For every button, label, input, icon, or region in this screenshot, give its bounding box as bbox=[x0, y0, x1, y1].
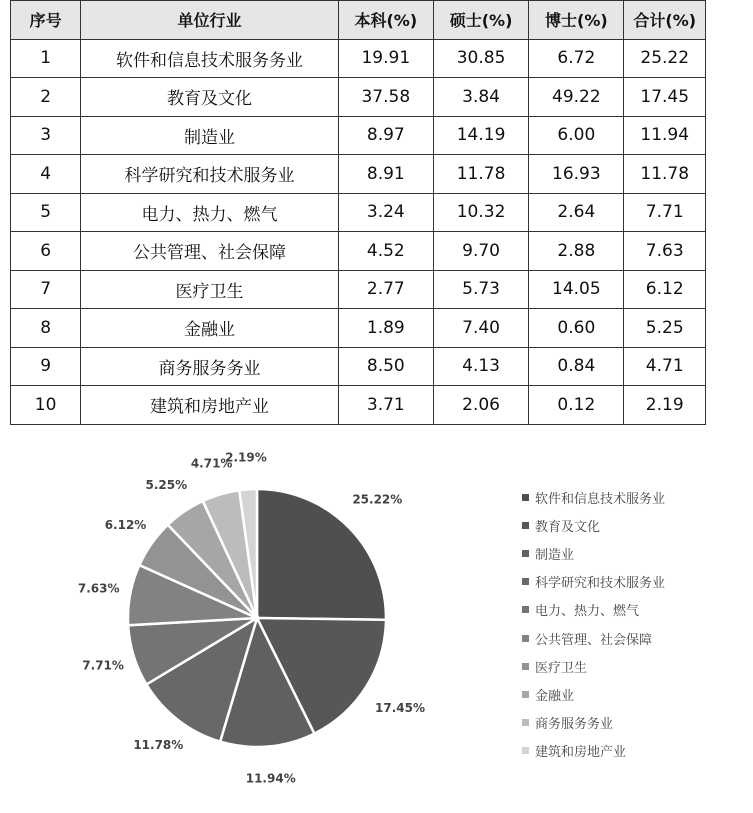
legend-swatch bbox=[522, 494, 529, 501]
chart-legend bbox=[522, 483, 665, 765]
table-cell: 电力、热力、燃气 bbox=[81, 193, 338, 232]
legend-item bbox=[522, 624, 665, 652]
pie-slice bbox=[257, 489, 386, 620]
table-cell: 2.88 bbox=[529, 232, 624, 271]
table-cell: 8.91 bbox=[338, 155, 433, 194]
pie-chart bbox=[0, 440, 500, 813]
table-cell: 16.93 bbox=[529, 155, 624, 194]
legend-label: 公共管理、社会保障 bbox=[535, 632, 653, 648]
data-label: 7.63% bbox=[77, 581, 120, 596]
table-cell: 2.06 bbox=[433, 386, 528, 425]
table-cell: 3 bbox=[11, 116, 81, 155]
legend-swatch bbox=[522, 663, 529, 670]
industry-table bbox=[10, 0, 706, 425]
table-cell: 2.19 bbox=[624, 386, 706, 425]
legend-item bbox=[522, 483, 665, 511]
table-cell: 2.77 bbox=[338, 270, 433, 309]
legend-swatch bbox=[522, 606, 529, 613]
table-cell: 3.71 bbox=[338, 386, 433, 425]
table-cell: 25.22 bbox=[624, 39, 706, 78]
legend-swatch bbox=[522, 691, 529, 698]
table-cell: 金融业 bbox=[81, 309, 338, 348]
legend-label: 制造业 bbox=[535, 547, 575, 563]
legend-label: 电力、热力、燃气 bbox=[535, 604, 640, 620]
column-header: 序号 bbox=[11, 1, 81, 40]
table-cell: 8.97 bbox=[338, 116, 433, 155]
data-label: 6.12% bbox=[104, 518, 147, 533]
table-cell: 7.40 bbox=[433, 309, 528, 348]
table-cell: 6.12 bbox=[624, 270, 706, 309]
table-cell: 10 bbox=[11, 386, 81, 425]
table-cell: 4.71 bbox=[624, 347, 706, 386]
data-label: 4.71% bbox=[190, 456, 233, 471]
table-cell: 商务服务务业 bbox=[81, 347, 338, 386]
table-cell: 0.84 bbox=[529, 347, 624, 386]
table-cell: 0.60 bbox=[529, 309, 624, 348]
table-cell: 2.64 bbox=[529, 193, 624, 232]
table-row bbox=[11, 309, 706, 348]
legend-label: 金融业 bbox=[535, 688, 575, 704]
table-cell: 37.58 bbox=[338, 78, 433, 117]
table-cell: 1.89 bbox=[338, 309, 433, 348]
table-cell: 9 bbox=[11, 347, 81, 386]
column-header: 博士(%) bbox=[529, 1, 624, 40]
table-cell: 4.13 bbox=[433, 347, 528, 386]
table-cell: 5 bbox=[11, 193, 81, 232]
table-row bbox=[11, 78, 706, 117]
table-row bbox=[11, 270, 706, 309]
table-cell: 6 bbox=[11, 232, 81, 271]
legend-swatch bbox=[522, 578, 529, 585]
table-cell: 教育及文化 bbox=[81, 78, 338, 117]
column-header: 合计(%) bbox=[624, 1, 706, 40]
data-label: 2.19% bbox=[225, 450, 267, 465]
table-cell: 14.05 bbox=[529, 270, 624, 309]
table-cell: 7.71 bbox=[624, 193, 706, 232]
table-cell: 0.12 bbox=[529, 386, 624, 425]
table-cell: 7 bbox=[11, 270, 81, 309]
data-label: 17.45% bbox=[375, 701, 425, 716]
legend-swatch bbox=[522, 719, 529, 726]
table-cell: 2 bbox=[11, 78, 81, 117]
table-cell: 6.00 bbox=[529, 116, 624, 155]
legend-item bbox=[522, 680, 665, 708]
table-cell: 17.45 bbox=[624, 78, 706, 117]
legend-item bbox=[522, 737, 665, 765]
legend-label: 科学研究和技术服务业 bbox=[535, 576, 666, 592]
table-cell: 8.50 bbox=[338, 347, 433, 386]
table-cell: 49.22 bbox=[529, 78, 624, 117]
table-cell: 7.63 bbox=[624, 232, 706, 271]
column-header: 硕士(%) bbox=[433, 1, 528, 40]
table-cell: 11.94 bbox=[624, 116, 706, 155]
column-header: 本科(%) bbox=[338, 1, 433, 40]
legend-item bbox=[522, 511, 665, 539]
table-cell: 3.24 bbox=[338, 193, 433, 232]
table-cell: 公共管理、社会保障 bbox=[81, 232, 338, 271]
data-label: 25.22% bbox=[352, 492, 403, 507]
table-cell: 5.25 bbox=[624, 309, 706, 348]
table-cell: 6.72 bbox=[529, 39, 624, 78]
table-row bbox=[11, 39, 706, 78]
table-cell: 8 bbox=[11, 309, 81, 348]
table-cell: 14.19 bbox=[433, 116, 528, 155]
data-label: 5.25% bbox=[145, 477, 188, 492]
table-cell: 30.85 bbox=[433, 39, 528, 78]
legend-label: 医疗卫生 bbox=[535, 660, 588, 676]
legend-item bbox=[522, 539, 665, 567]
legend-item bbox=[522, 568, 665, 596]
data-label: 7.71% bbox=[82, 658, 124, 673]
table-row bbox=[11, 193, 706, 232]
legend-label: 商务服务务业 bbox=[535, 717, 614, 733]
legend-swatch bbox=[522, 635, 529, 642]
legend-label: 建筑和房地产业 bbox=[535, 745, 627, 761]
table-cell: 软件和信息技术服务务业 bbox=[81, 39, 338, 78]
table-cell: 10.32 bbox=[433, 193, 528, 232]
legend-label: 教育及文化 bbox=[535, 519, 601, 535]
column-header: 单位行业 bbox=[81, 1, 338, 40]
data-label: 11.78% bbox=[133, 738, 184, 753]
table-row bbox=[11, 155, 706, 194]
table-cell: 4 bbox=[11, 155, 81, 194]
legend-label: 软件和信息技术服务业 bbox=[535, 491, 666, 507]
table-cell: 医疗卫生 bbox=[81, 270, 338, 309]
legend-item bbox=[522, 596, 665, 624]
table-cell: 1 bbox=[11, 39, 81, 78]
table-row bbox=[11, 232, 706, 271]
table-cell: 5.73 bbox=[433, 270, 528, 309]
data-label: 11.94% bbox=[245, 771, 296, 786]
table-cell: 4.52 bbox=[338, 232, 433, 271]
legend-item bbox=[522, 709, 665, 737]
table-cell: 19.91 bbox=[338, 39, 433, 78]
table-cell: 11.78 bbox=[433, 155, 528, 194]
table-cell: 制造业 bbox=[81, 116, 338, 155]
legend-item bbox=[522, 652, 665, 680]
table-cell: 3.84 bbox=[433, 78, 528, 117]
table-row bbox=[11, 386, 706, 425]
table-cell: 科学研究和技术服务业 bbox=[81, 155, 338, 194]
table-row bbox=[11, 116, 706, 155]
table-cell: 9.70 bbox=[433, 232, 528, 271]
legend-swatch bbox=[522, 747, 529, 754]
table-cell: 11.78 bbox=[624, 155, 706, 194]
table-cell: 建筑和房地产业 bbox=[81, 386, 338, 425]
table-row bbox=[11, 347, 706, 386]
legend-swatch bbox=[522, 522, 529, 529]
legend-swatch bbox=[522, 550, 529, 557]
